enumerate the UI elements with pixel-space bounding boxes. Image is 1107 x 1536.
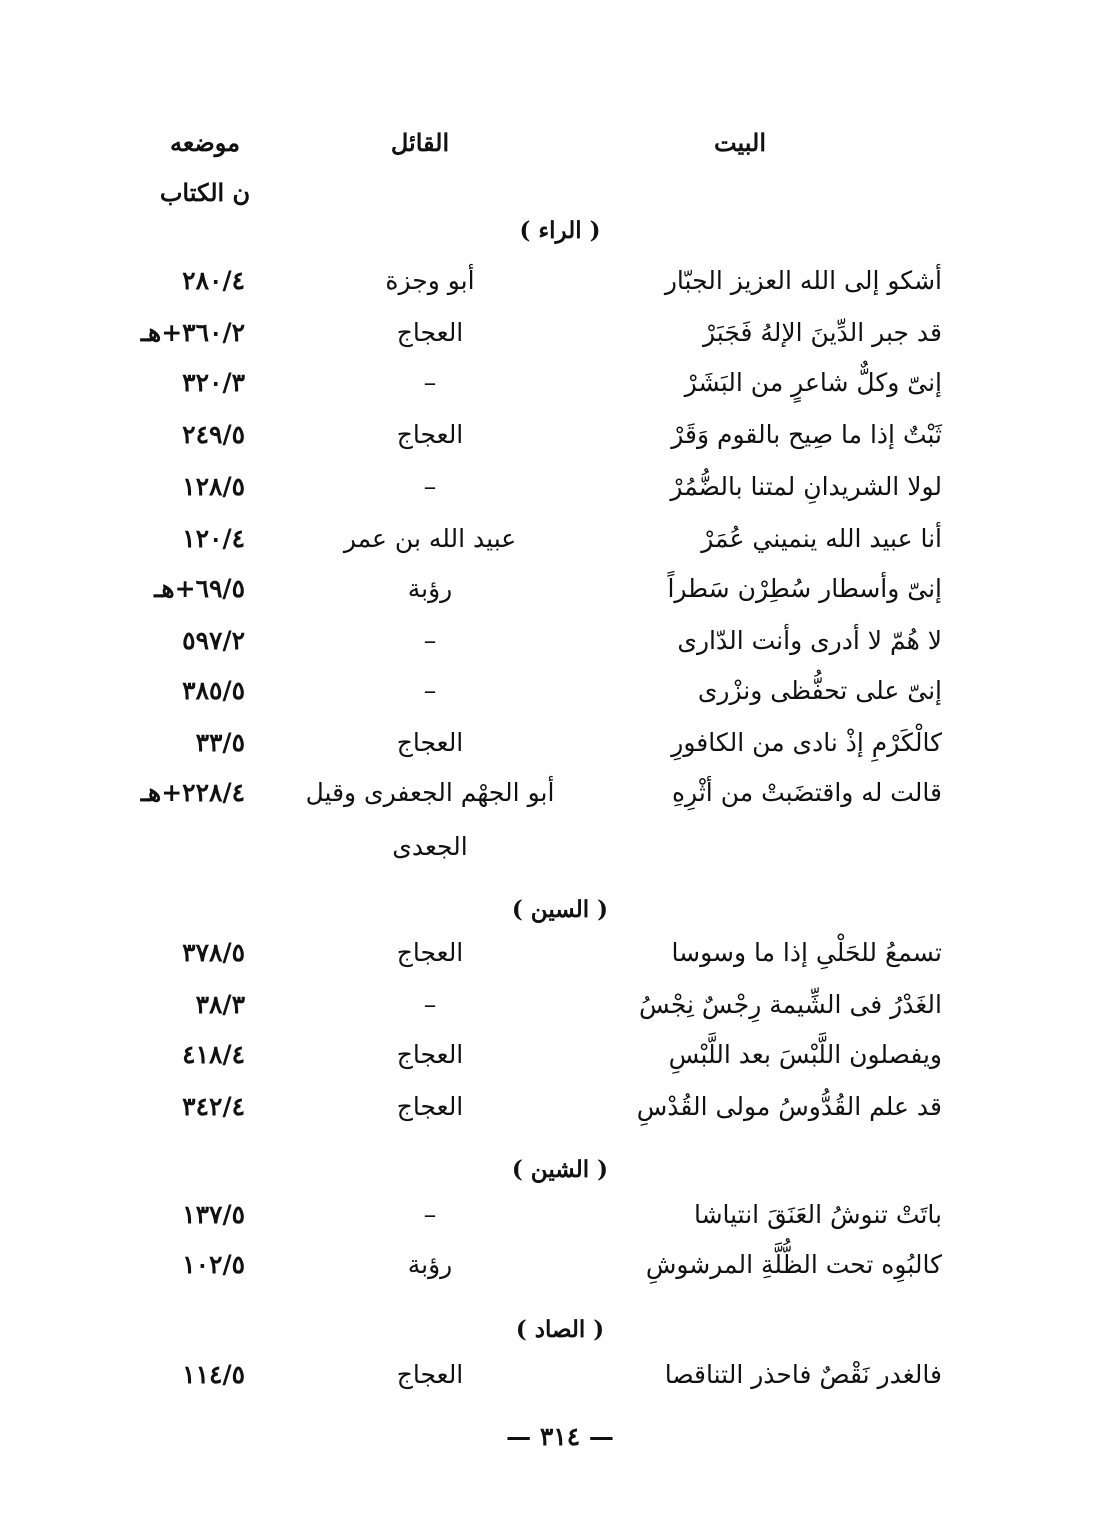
verse-text: إنىّ وكلٌّ شاعرٍ من البَشَرْ (684, 368, 942, 397)
poet-name: – (423, 472, 437, 501)
section-title-sad: ( الصاد ) (515, 1316, 605, 1343)
poet-name: العجاج (396, 1360, 464, 1389)
poet-name: العجاج (396, 1040, 464, 1069)
verse-text: تسمعُ للحَلْىِ إذا ما وسوسا (671, 938, 942, 967)
page-reference: ١٠٢/٥ (182, 1250, 245, 1279)
page-reference: ٣٨/٣ (195, 990, 245, 1019)
page-reference: ٢٤٩/٥ (182, 420, 245, 449)
verse-text: لا هُمّ لا أدرى وأنت الدّارى (677, 626, 942, 655)
page-reference: ١٣٧/٥ (182, 1200, 245, 1229)
verse-text: كالْكَرْمِ إذْ نادى من الكافورِ (671, 728, 942, 757)
verse-text: قد جبر الدِّينَ الإلهُ فَجَبَرْ (703, 318, 942, 347)
page-number: — ٣١٤ — (506, 1422, 614, 1451)
verse-text: كالبُوِه تحت الظُّلَّةِ المرشوشِ (645, 1250, 942, 1279)
page-reference: ٣٤٢/٤ (182, 1092, 245, 1121)
page-reference: ٣٣/٥ (195, 728, 245, 757)
section-title-seen: ( السين ) (511, 896, 609, 923)
page-reference: ٣٨٥/٥ (182, 676, 245, 705)
poet-name: رؤبة (407, 1250, 453, 1279)
verse-text: لولا الشريدانِ لمتنا بالضُّمُرْ (670, 472, 942, 501)
page-reference: ١٢٨/٥ (182, 472, 245, 501)
page-reference: ٣٢٠/٣ (182, 368, 245, 397)
poet-name: العجاج (396, 1092, 464, 1121)
poet-name: العجاج (396, 728, 464, 757)
verse-text: أنا عبيد الله ينميني عُمَرْ (701, 524, 942, 553)
column-header-location-line2: ن الكتاب (159, 178, 251, 207)
poet-name: أبو وجزة (385, 266, 475, 295)
poet-name: العجاج (396, 318, 464, 347)
column-header-poet: القائل (390, 128, 450, 157)
page-reference: ١١٤/٥ (182, 1360, 245, 1389)
poet-name: العجاج (396, 420, 464, 449)
poet-name: – (423, 1200, 437, 1229)
verse-text: الغَدْرُ فى الشِّيمة رِجْسٌ نِجْسُ (638, 990, 942, 1019)
verse-text: ويفصلون اللَّبْسَ بعد اللَّبْسِ (668, 1040, 942, 1069)
poet-name: – (423, 368, 437, 397)
page-reference: ١٢٠/٤ (182, 524, 245, 553)
poet-name: – (423, 626, 437, 655)
poet-name-continued: الجعدى (392, 832, 468, 861)
page-reference: ٦٩/٥+هـ (154, 574, 245, 603)
page-reference: ٢٨٠/٤ (182, 266, 245, 295)
verse-text: أشكو إلى الله العزيز الجبّار (664, 266, 942, 295)
page-reference: ٣٦٠/٢+هـ (140, 318, 245, 347)
page-reference: ٤١٨/٤ (182, 1040, 245, 1069)
verse-text: ثَبْتٌ إذا ما صِيح بالقوم وَقَرْ (671, 420, 942, 449)
verse-text: قالت له واقتضَبتْ من أثْرِهِ (671, 778, 942, 807)
verse-text: إنىّ على تحفُّظى ونزْرى (697, 676, 942, 705)
section-title-ra: ( الراء ) (519, 217, 601, 244)
page-reference: ٣٧٨/٥ (182, 938, 245, 967)
poet-name: – (423, 990, 437, 1019)
section-title-sheen: ( الشين ) (511, 1156, 609, 1183)
poet-name: العجاج (396, 938, 464, 967)
verse-text: إنىّ وأسطار سُطِرْن سَطراً (667, 574, 942, 603)
poet-name: أبو الجهْم الجعفرى وقيل (305, 778, 555, 807)
page-reference: ٢٢٨/٤+هـ (140, 778, 245, 807)
column-header-location: موضعه (169, 128, 241, 157)
poet-name: عبيد الله بن عمر (343, 524, 517, 553)
page-reference: ٥٩٧/٢ (182, 626, 245, 655)
poet-name: رؤبة (407, 574, 453, 603)
poet-name: – (423, 676, 437, 705)
verse-text: قد علم القُدُّوسُ مولى القُدْسِ (636, 1092, 942, 1121)
column-header-verse: البيت (713, 128, 767, 157)
verse-text: فالغدر نَقْصٌ فاحذر التناقصا (664, 1360, 942, 1389)
verse-text: باتَتْ تنوشُ العَنَقَ انتياشا (693, 1200, 942, 1229)
